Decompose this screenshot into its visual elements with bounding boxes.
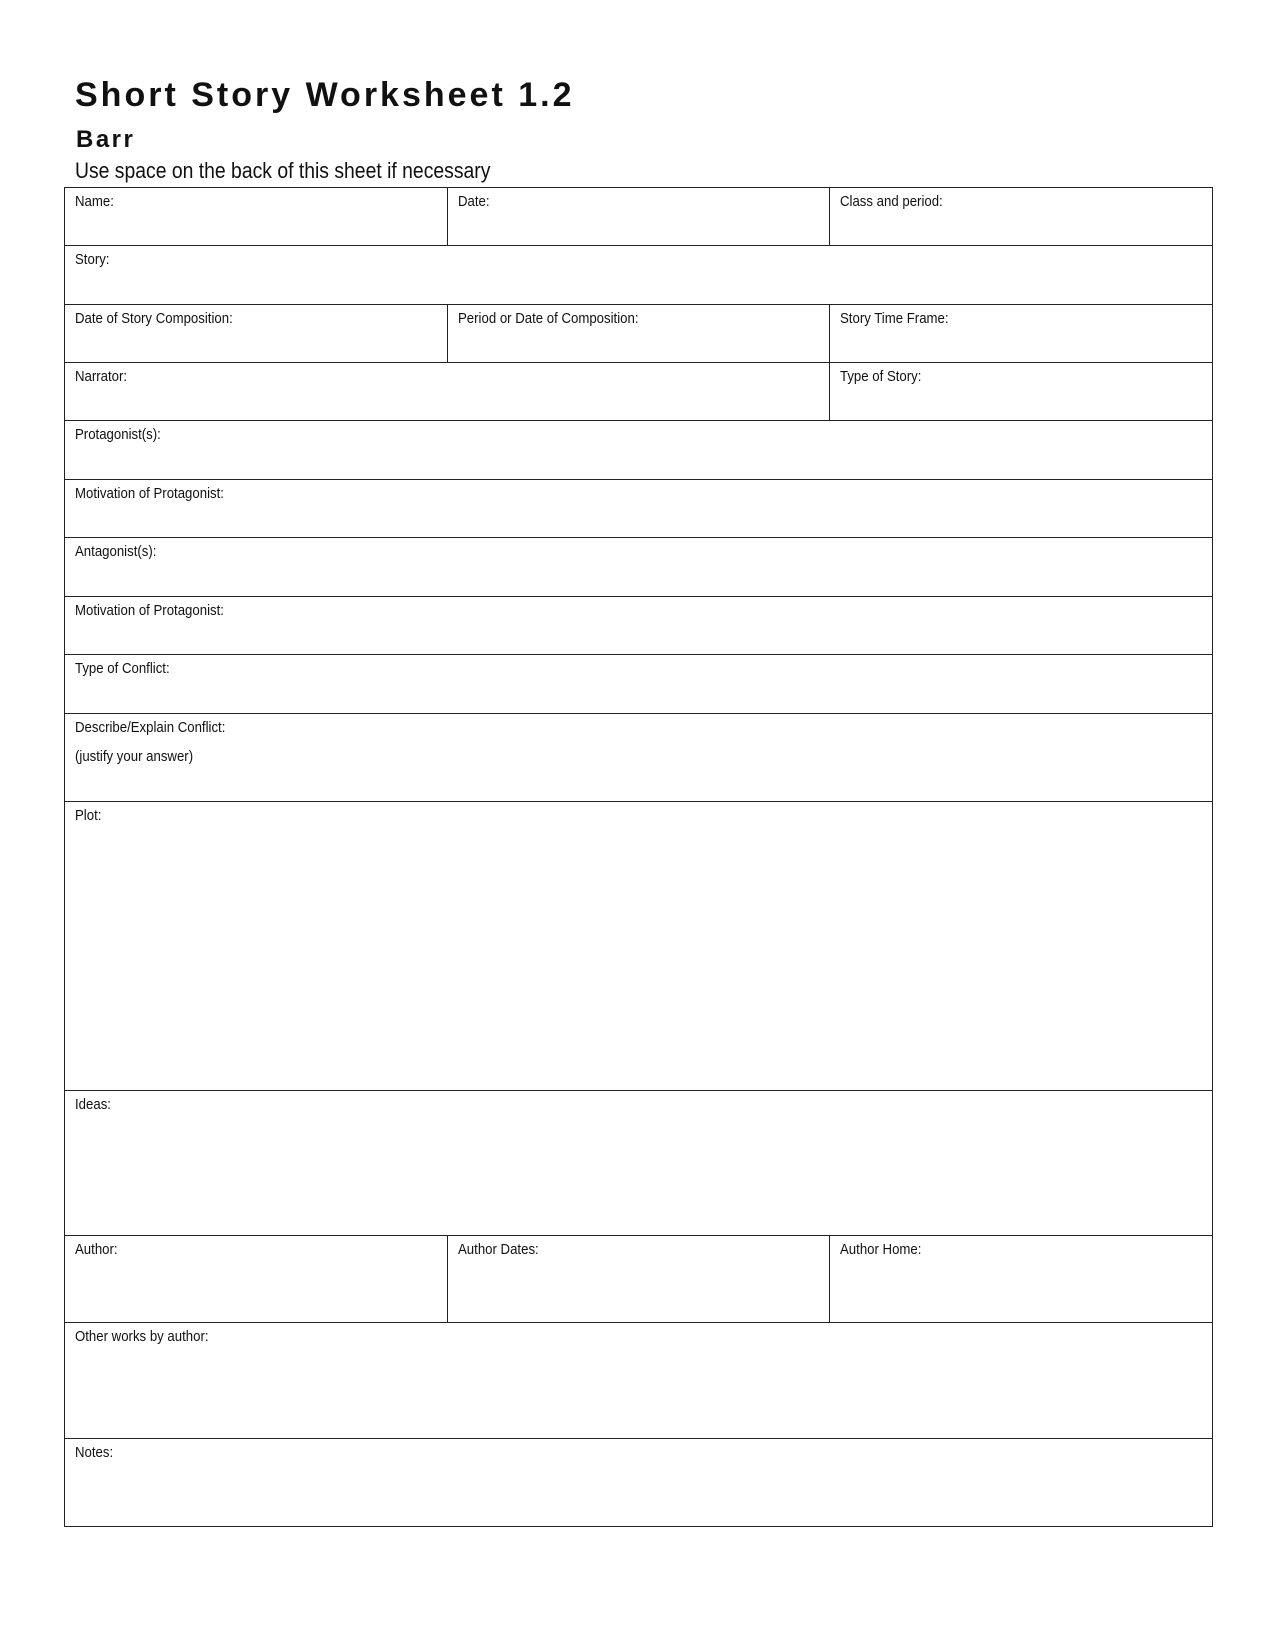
plot-field[interactable] (65, 802, 1213, 1091)
motivation-antagonist-field[interactable] (65, 597, 1213, 655)
ideas-label: Ideas: (75, 1096, 111, 1113)
type-of-conflict-field[interactable] (65, 655, 1213, 714)
story-field[interactable] (65, 246, 1213, 305)
describe-conflict-field[interactable] (65, 714, 1213, 802)
narrator-label: Narrator: (75, 368, 128, 385)
name-label: Name: (75, 193, 114, 210)
form-row-motivation-1 (65, 480, 1213, 538)
form-row-motivation-2 (65, 597, 1213, 655)
form-row-name-date-class (65, 188, 1213, 246)
form-row-ideas (65, 1091, 1213, 1236)
form-row-story (65, 246, 1213, 305)
other-works-field[interactable] (65, 1323, 1213, 1439)
author-dates-label: Author Dates: (457, 1241, 539, 1258)
ideas-field[interactable] (65, 1091, 1213, 1236)
motivation-protagonist-label: Motivation of Protagonist: (75, 485, 224, 502)
form-row-notes (65, 1439, 1213, 1527)
form-row-narrator (65, 363, 1213, 421)
form-row-composition (65, 305, 1213, 363)
form-row-plot (65, 802, 1213, 1091)
story-time-frame-field[interactable] (830, 305, 1213, 363)
type-of-story-field[interactable] (830, 363, 1213, 421)
story-label: Story: (75, 251, 110, 268)
justify-note: (justify your answer) (75, 748, 194, 765)
protagonists-label: Protagonist(s): (75, 426, 161, 443)
date-label: Date: (457, 193, 490, 210)
class-period-label: Class and period: (840, 193, 944, 210)
describe-conflict-label: Describe/Explain Conflict: (75, 719, 226, 736)
worksheet-form (64, 187, 1213, 1527)
author-field[interactable] (65, 1236, 448, 1323)
form-row-other-works (65, 1323, 1213, 1439)
antagonists-label: Antagonist(s): (75, 543, 157, 560)
author-label: Author: (75, 1241, 118, 1258)
type-of-story-label: Type of Story: (840, 368, 922, 385)
name-field[interactable] (65, 188, 448, 246)
notes-field[interactable] (65, 1439, 1213, 1527)
worksheet-subtitle: Barr (76, 126, 136, 153)
date-of-composition-field[interactable] (65, 305, 448, 363)
form-row-conflict-type (65, 655, 1213, 714)
worksheet-instructions: Use space on the back of this sheet if necessary (75, 158, 491, 183)
notes-label: Notes: (75, 1444, 114, 1461)
date-field[interactable] (448, 188, 831, 246)
narrator-field[interactable] (65, 363, 830, 421)
period-of-composition-field[interactable] (448, 305, 831, 363)
plot-label: Plot: (75, 807, 102, 824)
author-home-label: Author Home: (840, 1241, 922, 1258)
class-period-field[interactable] (830, 188, 1213, 246)
date-of-composition-label: Date of Story Composition: (75, 310, 233, 327)
story-time-frame-label: Story Time Frame: (840, 310, 949, 327)
form-row-protagonists (65, 421, 1213, 480)
protagonists-field[interactable] (65, 421, 1213, 480)
other-works-label: Other works by author: (75, 1328, 209, 1345)
worksheet-title: Short Story Worksheet 1.2 (75, 76, 575, 114)
author-dates-field[interactable] (448, 1236, 831, 1323)
antagonists-field[interactable] (65, 538, 1213, 597)
motivation-protagonist-field[interactable] (65, 480, 1213, 538)
type-of-conflict-label: Type of Conflict: (75, 660, 170, 677)
motivation-antagonist-label: Motivation of Protagonist: (75, 602, 224, 619)
form-row-antagonists (65, 538, 1213, 597)
author-home-field[interactable] (830, 1236, 1213, 1323)
form-row-author (65, 1236, 1213, 1323)
period-of-composition-label: Period or Date of Composition: (457, 310, 639, 327)
form-row-describe-conflict (65, 714, 1213, 802)
